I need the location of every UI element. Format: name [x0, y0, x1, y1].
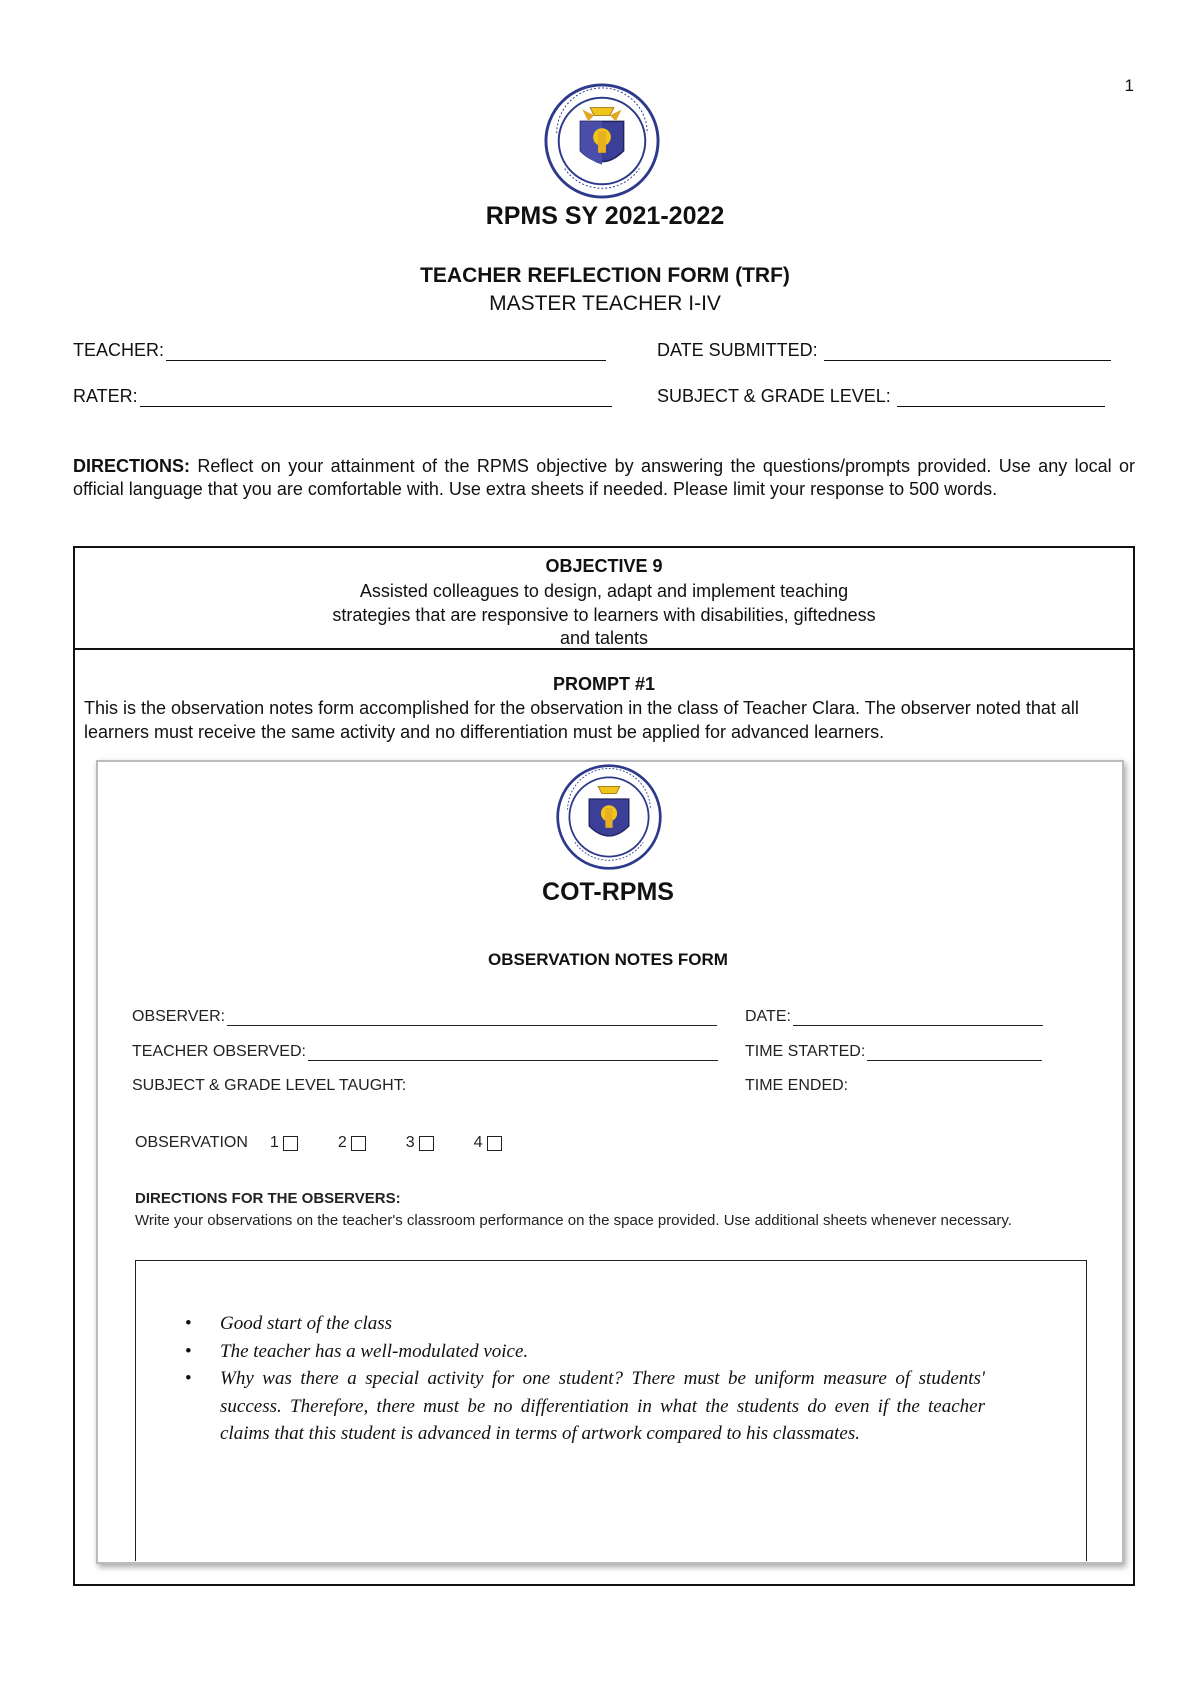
observation-notes-list	[185, 1310, 985, 1448]
list-item: • The teacher has a well-modulated voice.	[185, 1338, 985, 1366]
rater-field[interactable]	[73, 386, 612, 407]
observer-directions-text: Write your observations on the teacher's classroom performance on the space provided. Use additional sheets whenever necessary.	[135, 1212, 1012, 1229]
cot-title: COT-RPMS	[542, 878, 674, 906]
checkbox-icon[interactable]	[283, 1136, 298, 1151]
form-subtitle: MASTER TEACHER I-IV	[489, 292, 721, 315]
objective-line: Assisted colleagues to design, adapt and implement teaching	[359, 581, 849, 601]
teacher-observed-label: TEACHER OBSERVED:	[132, 1043, 306, 1060]
date-submitted-line[interactable]	[824, 342, 1111, 361]
observation-label: OBSERVATION	[135, 1134, 248, 1151]
teacher-label: TEACHER:	[73, 340, 165, 360]
checkbox-icon[interactable]	[487, 1136, 502, 1151]
subject-taught-label: SUBJECT & GRADE LEVEL TAUGHT:	[132, 1077, 407, 1094]
date-field[interactable]	[745, 1008, 1043, 1026]
deped-seal-logo	[543, 82, 661, 200]
bullet-icon: •	[185, 1340, 192, 1362]
observation-option-1[interactable]: 1	[270, 1134, 298, 1152]
rater-label: RATER:	[73, 386, 138, 406]
observation-option-2[interactable]: 2	[338, 1134, 366, 1152]
list-item: • Good start of the class	[185, 1310, 985, 1338]
observation-form-title: OBSERVATION NOTES FORM	[488, 950, 728, 969]
subject-grade-line[interactable]	[897, 388, 1105, 407]
page-number: 1	[1124, 76, 1134, 95]
observation-option-3[interactable]: 3	[406, 1134, 434, 1152]
date-submitted-field[interactable]	[657, 340, 1111, 361]
objective-text	[73, 580, 1135, 651]
observer-directions-title: DIRECTIONS FOR THE OBSERVERS:	[135, 1190, 401, 1207]
time-ended-field[interactable]	[745, 1077, 848, 1095]
checkbox-icon[interactable]	[419, 1136, 434, 1151]
rater-line[interactable]	[140, 388, 612, 407]
prompt-title: PROMPT #1	[552, 674, 656, 694]
list-item: • Why was there a special activity for one student? There must be uniform measure of students' success. Therefore, there must be no differentiation in what the students do even if the teacher claims that this student is advanced in terms of artwork compared to his classmates.	[185, 1365, 985, 1448]
bullet-icon: •	[185, 1313, 192, 1334]
date-line[interactable]	[793, 1009, 1043, 1026]
subject-grade-field[interactable]	[657, 386, 1105, 407]
prompt-text: This is the observation notes form accomplished for the observation in the class of Teacher Clara. The observer noted that all learners must receive the same activity and no differentiation must be applied for advanced learners.	[84, 698, 1079, 742]
teacher-observed-field[interactable]	[132, 1043, 718, 1061]
directions-text: Reflect on your attainment of the RPMS objective by answering the questions/prompts provided. Use any local or official language that you are comfortable with. Use extra sheets if needed. Please limit your response to 500 words.	[73, 456, 1135, 499]
directions-label: DIRECTIONS:	[73, 456, 190, 476]
time-started-label: TIME STARTED:	[745, 1043, 866, 1060]
directions	[73, 455, 1135, 501]
teacher-line[interactable]	[166, 342, 606, 361]
time-started-field[interactable]	[745, 1043, 1042, 1061]
observer-label: OBSERVER:	[132, 1008, 226, 1025]
observer-line[interactable]	[227, 1009, 717, 1026]
teacher-field[interactable]	[73, 340, 606, 361]
objective-line: and talents	[559, 628, 649, 648]
observation-option-4[interactable]: 4	[474, 1134, 502, 1152]
deped-seal-logo-small	[555, 763, 663, 871]
subject-grade-label: SUBJECT & GRADE LEVEL:	[657, 386, 891, 406]
date-label: DATE:	[745, 1008, 791, 1025]
teacher-observed-line[interactable]	[308, 1044, 718, 1061]
date-submitted-label: DATE SUBMITTED:	[657, 340, 818, 360]
objective-title: OBJECTIVE 9	[545, 556, 663, 576]
page-title: RPMS SY 2021-2022	[485, 202, 725, 230]
subject-taught-field[interactable]	[132, 1077, 406, 1095]
objective-line: strategies that are responsive to learners with disabilities, giftedness	[332, 604, 876, 625]
time-ended-label: TIME ENDED:	[745, 1077, 849, 1094]
observation-options	[135, 1134, 502, 1152]
form-title: TEACHER REFLECTION FORM (TRF)	[420, 264, 790, 287]
checkbox-icon[interactable]	[351, 1136, 366, 1151]
bullet-icon: •	[185, 1368, 192, 1389]
time-started-line[interactable]	[867, 1044, 1042, 1061]
observer-field[interactable]	[132, 1008, 717, 1026]
